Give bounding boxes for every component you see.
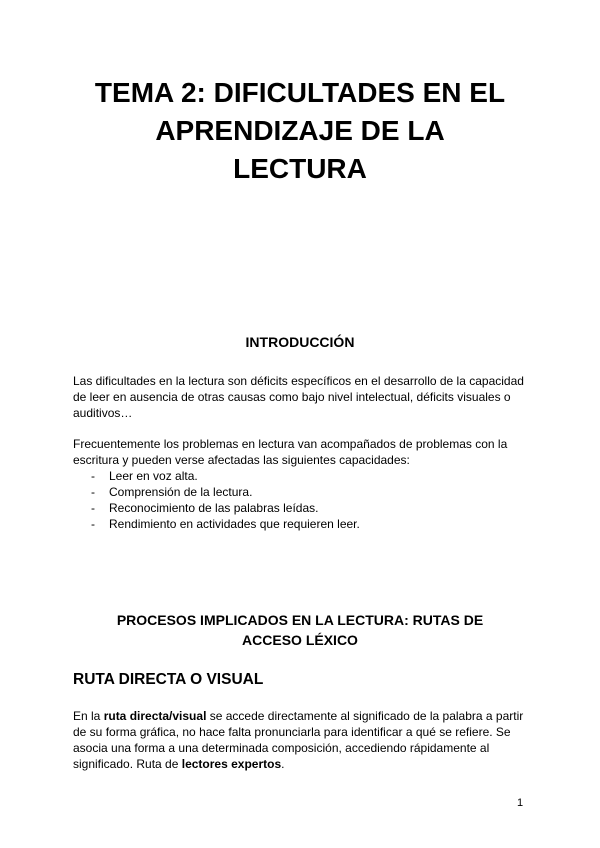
list-item-text: Leer en voz alta. bbox=[109, 469, 198, 483]
bold-term-expert-readers: lectores expertos bbox=[181, 757, 282, 771]
title-line-1: TEMA 2: DIFICULTADES EN EL bbox=[94, 77, 506, 108]
paragraph-text: se accede directamente al significado de la palabra a partir de su forma gráfica, no hace falta pronunciarla para identificar a qué se refiere. Se asocia una forma a una determinada composición, accediendo rápidamente al significado. Ruta de bbox=[73, 709, 524, 771]
title-line-3: LECTURA bbox=[233, 153, 367, 184]
list-item bbox=[73, 484, 533, 500]
processes-heading-line-2: ACCESO LÉXICO bbox=[242, 632, 358, 648]
processes-heading-line-1: PROCESOS IMPLICADOS EN LA LECTURA: RUTAS DE bbox=[116, 612, 484, 628]
bullet-dash: - bbox=[91, 485, 95, 499]
intro-heading: INTRODUCCIÓN bbox=[245, 334, 355, 350]
bullet-dash: - bbox=[91, 501, 95, 515]
direct-route-paragraph bbox=[73, 708, 533, 772]
list-item-text: Comprensión de la lectura. bbox=[109, 485, 253, 499]
processes-heading bbox=[40, 610, 560, 650]
list-item bbox=[73, 468, 533, 484]
paragraph-text: . bbox=[281, 757, 285, 771]
capacities-list bbox=[73, 468, 533, 532]
list-item bbox=[73, 500, 533, 516]
list-item-text: Reconocimiento de las palabras leídas. bbox=[109, 501, 319, 515]
intro-paragraph-2: Frecuentemente los problemas en lectura van acompañados de problemas con la escritura y pueden verse afectadas las siguientes capacidades: bbox=[73, 437, 508, 467]
page-number: 1 bbox=[517, 797, 524, 809]
title-line-2: APRENDIZAJE DE LA bbox=[155, 115, 445, 146]
list-item bbox=[73, 516, 533, 532]
intro-paragraph-1: Las dificultades en la lectura son déficits específicos en el desarrollo de la capacidad de leer en ausencia de otras causas como bajo nivel intelectual, déficits visuales o auditivos… bbox=[73, 374, 524, 420]
list-item-text: Rendimiento en actividades que requieren leer. bbox=[109, 517, 360, 531]
bold-term-direct-route: ruta directa/visual bbox=[103, 709, 207, 723]
document-title bbox=[40, 74, 560, 188]
paragraph-text: En la bbox=[73, 709, 104, 723]
direct-route-heading: RUTA DIRECTA O VISUAL bbox=[73, 671, 264, 688]
bullet-dash: - bbox=[91, 469, 95, 483]
bullet-dash: - bbox=[91, 517, 95, 531]
